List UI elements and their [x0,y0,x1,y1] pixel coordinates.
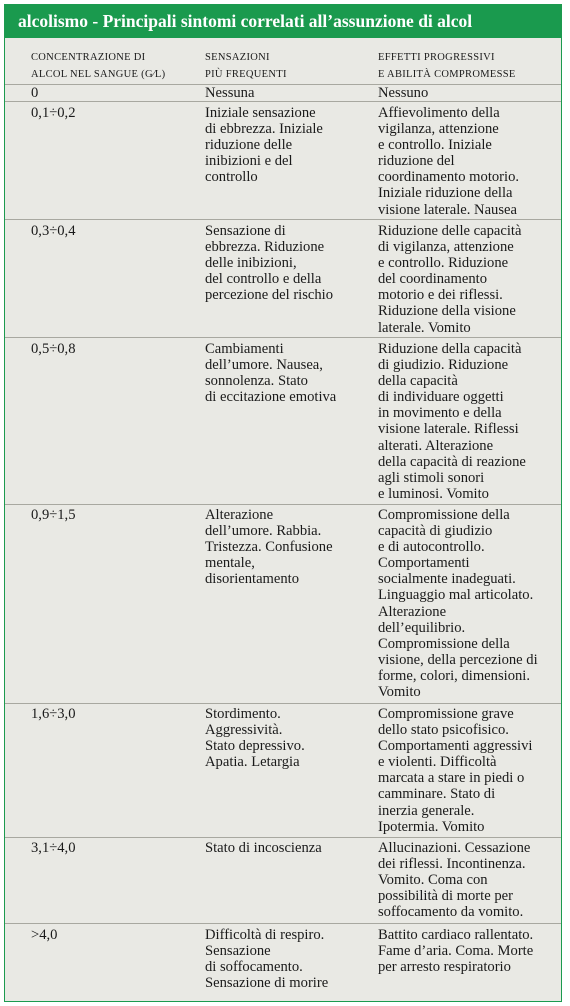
header-concentration [31,49,165,83]
sensations-cell-line: dell’umore. Nausea, [205,357,323,374]
row-divider [5,923,561,924]
sensations-cell-line: Difficoltà di respiro. [205,927,325,943]
effects-cell [378,706,532,835]
effects-cell-line: Fame d’aria. Coma. Morte [378,943,534,960]
effects-cell-line: visione laterale. Riflessi [378,421,519,438]
sensations-cell-line: di soffocamento. [205,959,303,976]
concentration-cell [31,341,76,357]
effects-cell-line: e controllo. Iniziale [378,137,492,154]
sensations-cell [205,927,328,991]
effects-cell [378,223,521,336]
effects-cell-line: Iniziale riduzione della [378,185,513,202]
effects-cell-line: Comportamenti aggressivi [378,738,533,755]
sensations-cell-line: dell’umore. Rabbia. [205,523,322,540]
row-divider [5,703,561,704]
effects-cell-line: laterale. Vomito [378,319,471,336]
effects-cell-line: Affievolimento della [378,105,500,121]
sensations-cell-line: riduzione delle [205,137,293,154]
effects-cell-line: visione, della percezione di [378,651,538,668]
header-concentration-line-1: CONCENTRAZIONE DI [31,52,146,63]
effects-cell-line: inerzia generale. [378,802,475,819]
effects-cell-line: socialmente inadeguati. [378,571,516,588]
effects-cell-line: forme, colori, dimensioni. [378,667,530,684]
sensations-cell-line: del controllo e della [205,271,322,288]
effects-cell-line: marcata a stare in piedi o [378,770,525,787]
sensations-cell [205,507,333,587]
concentration-cell-line: 3,1÷4,0 [31,840,76,856]
sensations-cell-line: Sensazione [205,943,271,960]
effects-cell [378,927,533,975]
concentration-cell-line: 0,9÷1,5 [31,507,76,523]
sensations-cell-line: ebbrezza. Riduzione [205,239,325,256]
sensations-cell-line: Tristezza. Confusione [205,539,333,556]
concentration-cell-line: 1,6÷3,0 [31,706,76,722]
effects-cell-line: Linguaggio mal articolato. [378,587,534,604]
effects-cell-line: motorio e dei riflessi. [378,287,503,304]
header-sensations-line-1: SENSAZIONI [205,52,270,63]
effects-cell-line: Battito cardiaco rallentato. [378,927,534,943]
effects-cell-line: Compromissione della [378,635,510,652]
effects-cell-line: dello stato psicofisico. [378,722,509,739]
sensations-cell [205,105,323,185]
sensations-cell-line: Stordimento. [205,706,281,722]
header-sensations [205,49,287,83]
sensations-cell-line: Nessuna [205,85,255,101]
sensations-cell [205,341,336,405]
concentration-cell [31,223,76,239]
concentration-cell-line: >4,0 [31,927,58,943]
effects-cell-line: e luminosi. Vomito [378,485,489,502]
concentration-cell-line: 0 [31,85,39,101]
effects-cell-line: e controllo. Riduzione [378,255,509,272]
sensations-cell-line: percezione del rischio [205,287,334,304]
effects-cell-line: agli stimoli sonori [378,469,485,486]
sensations-cell-line: di ebbrezza. Iniziale [205,121,323,138]
effects-cell [378,85,428,101]
effects-cell-line: per arresto respiratorio [378,959,511,976]
sensations-cell [205,85,254,101]
effects-cell-line: vigilanza, attenzione [378,121,499,138]
effects-cell [378,105,519,218]
effects-cell-line: coordinamento motorio. [378,169,520,186]
effects-cell-line: dell’equilibrio. [378,619,466,636]
sensations-cell-line: inibizioni e del [205,153,293,170]
effects-cell-line: di individuare oggetti [378,389,504,406]
effects-cell-line: Riduzione delle capacità [378,223,522,239]
sensations-cell [205,223,333,303]
effects-cell-line: Nessuno [378,85,429,101]
table-title: alcolismo - Principali sintomi correlati all’assunzione di alcol [5,5,561,38]
concentration-cell [31,927,57,943]
table-panel [4,4,562,1002]
concentration-cell [31,85,38,101]
sensations-cell-line: Aggressività. [205,722,283,739]
sensations-cell-line: delle inibizioni, [205,255,297,272]
sensations-cell-line: Cambiamenti [205,341,284,357]
concentration-cell [31,105,76,121]
row-divider [5,337,561,338]
sensations-cell [205,840,322,856]
concentration-cell [31,706,76,722]
effects-cell-line: Compromissione della [378,507,510,523]
effects-cell-line: in movimento e della [378,405,502,422]
concentration-cell-line: 0,3÷0,4 [31,223,76,239]
effects-cell-line: Riduzione della visione [378,303,516,320]
header-sensations-line-2: PIÙ FREQUENTI [205,69,287,80]
effects-cell-line: Allucinazioni. Cessazione [378,840,531,856]
sensations-cell-line: controllo [205,169,258,186]
row-divider [5,84,561,85]
effects-cell-line: del coordinamento [378,271,488,288]
effects-cell [378,840,530,920]
effects-cell-line: Vomito [378,684,421,701]
sensations-cell-line: disorientamento [205,571,300,588]
row-divider [5,101,561,102]
concentration-cell [31,840,76,856]
effects-cell-line: soffocamento da vomito. [378,904,524,921]
header-concentration-line-2: ALCOL NEL SANGUE (G⁄L) [31,69,166,80]
concentration-cell-line: 0,5÷0,8 [31,341,76,357]
header-effects-line-2: E ABILITÀ COMPROMESSE [378,69,516,80]
sensations-cell-line: Stato di incoscienza [205,840,322,856]
sensations-cell-line: Sensazione di [205,223,286,239]
sensations-cell-line: Stato depressivo. [205,738,305,755]
header-effects-line-1: EFFETTI PROGRESSIVI [378,52,495,63]
row-divider [5,837,561,838]
sensations-cell-line: Apatia. Letargia [205,754,300,771]
sensations-cell-line: mentale, [205,555,255,572]
sensations-cell-line: Alterazione [205,507,274,523]
effects-cell [378,341,526,502]
effects-cell-line: della capacità [378,373,458,390]
effects-cell-line: Comportamenti [378,555,470,572]
sensations-cell-line: di eccitazione emotiva [205,389,337,406]
effects-cell-line: e di autocontrollo. [378,539,485,556]
effects-cell-line: di vigilanza, attenzione [378,239,514,256]
effects-cell-line: Ipotermia. Vomito [378,818,485,835]
effects-cell-line: camminare. Stato di [378,786,496,803]
effects-cell-line: possibilità di morte per [378,888,513,905]
effects-cell-line: dei riflessi. Incontinenza. [378,856,526,873]
effects-cell-line: Riduzione della capacità [378,341,522,357]
effects-cell-line: capacità di giudizio [378,523,493,540]
sensations-cell-line: Iniziale sensazione [205,105,316,121]
effects-cell-line: Alterazione [378,603,447,620]
sensations-cell [205,706,305,770]
effects-cell-line: Compromissione grave [378,706,514,722]
concentration-cell-line: 0,1÷0,2 [31,105,76,121]
concentration-cell [31,507,76,523]
row-divider [5,219,561,220]
effects-cell-line: della capacità di reazione [378,453,526,470]
effects-cell-line: alterati. Alterazione [378,437,494,454]
effects-cell-line: Vomito. Coma con [378,872,488,889]
sensations-cell-line: Sensazione di morire [205,975,329,992]
effects-cell-line: riduzione del [378,153,455,170]
header-effects [378,49,516,83]
effects-cell-line: visione laterale. Nausea [378,201,517,218]
row-divider [5,504,561,505]
effects-cell [378,507,538,700]
effects-cell-line: di giudizio. Riduzione [378,357,509,374]
sensations-cell-line: sonnolenza. Stato [205,373,308,390]
effects-cell-line: e violenti. Difficoltà [378,754,497,771]
